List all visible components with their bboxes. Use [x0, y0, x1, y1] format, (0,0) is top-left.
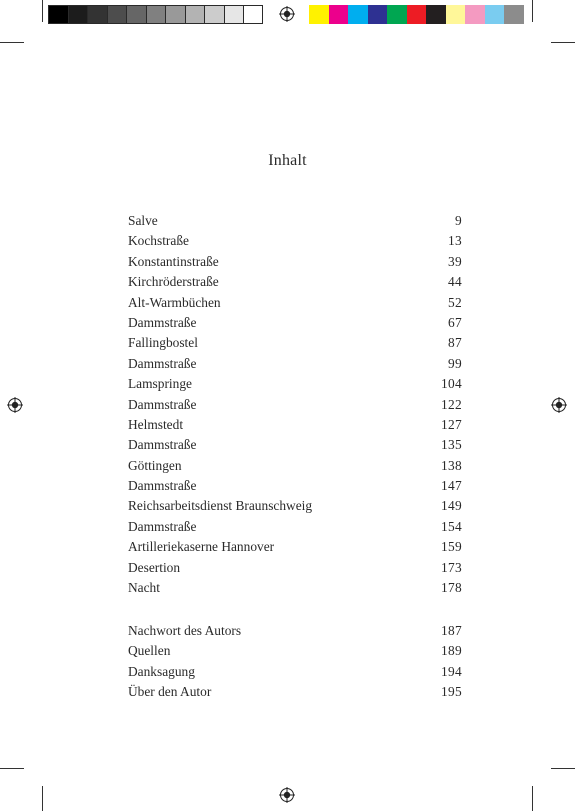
toc-entry [128, 456, 462, 476]
toc-entry-page: 154 [441, 518, 462, 534]
toc-entry-title: Salve [128, 213, 158, 228]
toc-entry-title: Dammstraße [128, 437, 197, 453]
toc-entry-title: Kochstraße [128, 233, 189, 249]
toc-entry-page: 9 [455, 213, 462, 228]
toc-entry [128, 537, 462, 557]
crop-mark [42, 0, 43, 22]
toc-entry-title: Über den Autor [128, 684, 212, 700]
toc-entry-title: Alt-Warmbüchen [128, 294, 221, 310]
color-swatch [126, 5, 146, 24]
color-swatch [87, 5, 107, 24]
color-swatch [224, 5, 244, 24]
color-swatch [446, 5, 466, 24]
toc-entry-title: Lamspringe [128, 376, 192, 392]
toc-entry-title: Fallingbostel [128, 335, 198, 351]
toc-entry-page: 52 [448, 294, 462, 310]
color-swatch [329, 5, 349, 24]
toc-entry-page: 178 [441, 580, 462, 596]
toc-entry-page: 147 [441, 478, 462, 494]
toc-entry-title: Dammstraße [128, 518, 197, 534]
toc-entry [128, 662, 462, 682]
crop-mark [0, 768, 24, 769]
toc-entry-page: 13 [448, 233, 462, 249]
toc-entry [128, 578, 462, 598]
toc-entry [128, 293, 462, 313]
toc-entry-title: Nacht [128, 580, 160, 596]
toc-entry-title: Nachwort des Autors [128, 623, 242, 638]
toc-entry-title: Desertion [128, 559, 181, 575]
color-swatch [204, 5, 224, 24]
toc-entry [128, 272, 462, 292]
toc-entry-title: Dammstraße [128, 478, 197, 494]
registration-mark-icon [279, 6, 295, 22]
toc-entry-page: 189 [441, 643, 462, 659]
toc-entry [128, 354, 462, 374]
color-swatch [243, 5, 263, 24]
toc-entry [128, 415, 462, 435]
toc-entry [128, 231, 462, 251]
toc-entry [128, 395, 462, 415]
toc-entry-title: Danksagung [128, 663, 195, 679]
crop-mark [532, 786, 533, 811]
toc-appendix [128, 621, 462, 703]
crop-mark [0, 42, 24, 43]
color-swatch [48, 5, 68, 24]
page-title: Inhalt [268, 152, 307, 169]
toc-entry-page: 104 [441, 376, 462, 392]
toc-entry-page: 159 [441, 539, 462, 555]
crop-mark [551, 768, 575, 769]
toc-entry-title: Quellen [128, 643, 171, 659]
toc-entry [128, 558, 462, 578]
toc-entry-page: 44 [448, 274, 462, 290]
color-swatch [309, 5, 329, 24]
toc-entry-title: Dammstraße [128, 355, 197, 371]
color-swatch [504, 5, 524, 24]
toc-entry [128, 496, 462, 516]
toc-entry [128, 435, 462, 455]
toc-entry [128, 374, 462, 394]
toc-entry-title: Artilleriekaserne Hannover [128, 539, 275, 555]
toc-entry-page: 87 [448, 335, 462, 351]
toc-entry-page: 39 [448, 253, 462, 269]
registration-mark-icon [7, 397, 23, 413]
toc-entry-title: Kirchröderstraße [128, 274, 219, 290]
crop-mark [551, 42, 575, 43]
color-swatch [465, 5, 485, 24]
toc-entry-title: Helmstedt [128, 416, 184, 432]
toc-entry [128, 682, 462, 702]
color-bar [309, 5, 524, 24]
crop-mark [42, 786, 43, 811]
color-swatch [387, 5, 407, 24]
toc-entry-page: 173 [441, 559, 462, 575]
toc-entry-title: Konstantinstraße [128, 253, 219, 269]
color-swatch [107, 5, 127, 24]
toc-entry [128, 517, 462, 537]
registration-mark-icon [551, 397, 567, 413]
color-swatch [68, 5, 88, 24]
toc-entry-title: Reichsarbeitsdienst Braunschweig [128, 498, 313, 514]
toc-entry [128, 621, 462, 641]
toc-entry-title: Göttingen [128, 457, 182, 473]
color-swatch [485, 5, 505, 24]
color-swatch [146, 5, 166, 24]
toc-entry-page: 127 [441, 416, 462, 432]
toc-entry-page: 99 [448, 355, 462, 371]
toc-entry [128, 476, 462, 496]
toc-entry [128, 211, 462, 231]
color-swatch [407, 5, 427, 24]
toc-chapters [128, 211, 462, 598]
toc-entry-page: 135 [441, 437, 462, 453]
toc-entry [128, 333, 462, 353]
toc-entry-page: 122 [441, 396, 462, 412]
color-swatch [185, 5, 205, 24]
toc-entry-page: 67 [448, 314, 462, 330]
crop-mark [532, 0, 533, 22]
toc-entry-page: 138 [441, 457, 462, 473]
grayscale-bar [48, 5, 263, 24]
toc-entry [128, 252, 462, 272]
color-swatch [348, 5, 368, 24]
toc-entry-title: Dammstraße [128, 396, 197, 412]
toc-entry [128, 313, 462, 333]
toc-entry-page: 149 [441, 498, 462, 514]
color-swatch [165, 5, 185, 24]
toc-entry-page: 187 [441, 623, 462, 638]
toc-entry [128, 641, 462, 661]
toc-entry-page: 194 [441, 663, 462, 679]
color-swatch [368, 5, 388, 24]
color-swatch [426, 5, 446, 24]
toc-entry-page: 195 [441, 684, 462, 700]
registration-mark-icon [279, 787, 295, 803]
toc-entry-title: Dammstraße [128, 314, 197, 330]
